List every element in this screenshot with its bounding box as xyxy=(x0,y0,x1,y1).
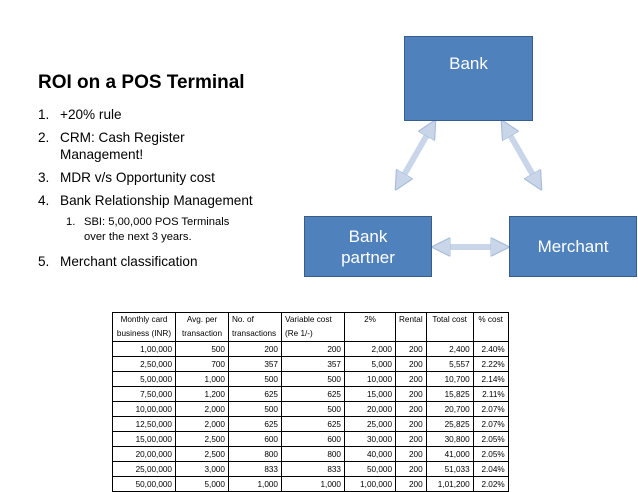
table-cell: 15,825 xyxy=(426,387,473,402)
bank-partner-node xyxy=(304,216,432,277)
table-row xyxy=(113,447,509,462)
table-cell: 625 xyxy=(282,417,345,432)
table-cell: 200 xyxy=(396,447,427,462)
table-cell: 357 xyxy=(229,357,282,372)
table-row xyxy=(113,342,509,357)
merchant-label: Merchant xyxy=(537,237,609,256)
table-cell: 625 xyxy=(229,387,282,402)
slide-title: ROI on a POS Terminal xyxy=(38,72,245,93)
table-row xyxy=(113,357,509,372)
table-cell: 15,00,000 xyxy=(113,432,176,447)
table-cell: 700 xyxy=(176,357,229,372)
table-cell: 200 xyxy=(396,432,427,447)
table-cell: 2.07% xyxy=(473,402,508,417)
table-cell: 30,800 xyxy=(426,432,473,447)
table-row xyxy=(113,432,509,447)
table-cell: 2.14% xyxy=(473,372,508,387)
table-cell: 41,000 xyxy=(426,447,473,462)
col-header-avg-transaction: Avg. per transaction xyxy=(176,313,229,342)
table-cell: 800 xyxy=(229,447,282,462)
table-cell: 500 xyxy=(229,372,282,387)
col-header-two-percent: 2% xyxy=(345,313,396,342)
table-cell: 15,000 xyxy=(345,387,396,402)
bank-partner-label-line2: partner xyxy=(341,247,395,267)
table-cell: 2.07% xyxy=(473,417,508,432)
table-cell: 200 xyxy=(396,357,427,372)
roi-table xyxy=(112,312,509,492)
table-cell: 2,500 xyxy=(176,432,229,447)
table-cell: 51,033 xyxy=(426,462,473,477)
table-row xyxy=(113,372,509,387)
list-text: Bank Relationship Management xyxy=(60,193,253,208)
table-cell: 1,00,000 xyxy=(113,342,176,357)
col-header-percent-cost: % cost xyxy=(473,313,508,342)
table-cell: 1,200 xyxy=(176,387,229,402)
table-cell: 625 xyxy=(229,417,282,432)
table-row xyxy=(113,387,509,402)
table-cell: 200 xyxy=(396,462,427,477)
table-row xyxy=(113,462,509,477)
table-row xyxy=(113,402,509,417)
table-cell: 200 xyxy=(282,342,345,357)
table-cell: 1,000 xyxy=(229,477,282,492)
list-number: 5. xyxy=(38,254,50,269)
table-cell: 200 xyxy=(396,417,427,432)
table-cell: 5,000 xyxy=(176,477,229,492)
list-number: 3. xyxy=(38,170,50,185)
table-cell: 200 xyxy=(229,342,282,357)
list-text: +20% rule xyxy=(60,107,122,122)
table-cell: 2,000 xyxy=(345,342,396,357)
table-cell: 500 xyxy=(282,402,345,417)
table-cell: 5,557 xyxy=(426,357,473,372)
table-body xyxy=(113,342,509,492)
table-cell: 2,50,000 xyxy=(113,357,176,372)
table-cell: 1,000 xyxy=(176,372,229,387)
table-cell: 2.11% xyxy=(473,387,508,402)
table-cell: 20,700 xyxy=(426,402,473,417)
table-cell: 200 xyxy=(396,402,427,417)
table-cell: 3,000 xyxy=(176,462,229,477)
table-cell: 50,00,000 xyxy=(113,477,176,492)
table-cell: 500 xyxy=(229,402,282,417)
table-cell: 500 xyxy=(176,342,229,357)
table-cell: 2,400 xyxy=(426,342,473,357)
table-cell: 2.04% xyxy=(473,462,508,477)
col-header-monthly-business: Monthly card business (INR) xyxy=(113,313,176,342)
table-cell: 833 xyxy=(282,462,345,477)
col-header-variable-cost: Variable cost (Re 1/-) xyxy=(282,313,345,342)
table-cell: 2.22% xyxy=(473,357,508,372)
table-cell: 25,00,000 xyxy=(113,462,176,477)
table-cell: 25,825 xyxy=(426,417,473,432)
table-cell: 1,00,000 xyxy=(345,477,396,492)
table-cell: 2.05% xyxy=(473,432,508,447)
table-cell: 1,000 xyxy=(282,477,345,492)
table-cell: 25,000 xyxy=(345,417,396,432)
list-number: 1. xyxy=(38,107,50,122)
table-cell: 2.05% xyxy=(473,447,508,462)
table-cell: 2,000 xyxy=(176,402,229,417)
list-text: MDR v/s Opportunity cost xyxy=(60,170,215,185)
table-cell: 10,000 xyxy=(345,372,396,387)
table-cell: 7,50,000 xyxy=(113,387,176,402)
table-cell: 10,700 xyxy=(426,372,473,387)
table-cell: 2,000 xyxy=(176,417,229,432)
table-cell: 200 xyxy=(396,372,427,387)
table-cell: 500 xyxy=(282,372,345,387)
table-cell: 12,50,000 xyxy=(113,417,176,432)
table-cell: 200 xyxy=(396,477,427,492)
arrow-bank-merchant xyxy=(506,128,537,182)
list-text: Merchant classification xyxy=(60,254,198,269)
col-header-rental: Rental xyxy=(396,313,427,342)
table-cell: 600 xyxy=(229,432,282,447)
table-cell: 2.02% xyxy=(473,477,508,492)
list-text: CRM: Cash Register Management! xyxy=(60,130,185,162)
table-cell: 5,00,000 xyxy=(113,372,176,387)
table-cell: 625 xyxy=(282,387,345,402)
table-cell: 20,000 xyxy=(345,402,396,417)
merchant-node xyxy=(509,216,637,277)
table-cell: 833 xyxy=(229,462,282,477)
table-cell: 30,000 xyxy=(345,432,396,447)
table-cell: 20,00,000 xyxy=(113,447,176,462)
table-cell: 1,01,200 xyxy=(426,477,473,492)
table-cell: 600 xyxy=(282,432,345,447)
table-cell: 10,00,000 xyxy=(113,402,176,417)
sub-list-text: SBI: 5,00,000 POS Terminals over the next 3 years. xyxy=(84,216,230,243)
list-number: 4. xyxy=(38,193,50,208)
list-number: 2. xyxy=(38,130,50,145)
table-cell: 800 xyxy=(282,447,345,462)
col-header-total-cost: Total cost xyxy=(426,313,473,342)
table-cell: 40,000 xyxy=(345,447,396,462)
bank-partner-label-line1: Bank xyxy=(348,226,388,246)
sub-list-number: 1. xyxy=(66,216,76,228)
bank-node xyxy=(404,36,533,121)
col-header-num-transactions: No. of transactions xyxy=(229,313,282,342)
table-cell: 50,000 xyxy=(345,462,396,477)
bank-label: Bank xyxy=(449,54,488,73)
table-header-row xyxy=(113,313,509,342)
arrow-bank-partner xyxy=(400,128,431,182)
table-row xyxy=(113,417,509,432)
table-cell: 200 xyxy=(396,387,427,402)
table-cell: 2,500 xyxy=(176,447,229,462)
table-cell: 2.40% xyxy=(473,342,508,357)
table-cell: 200 xyxy=(396,342,427,357)
table-cell: 5,000 xyxy=(345,357,396,372)
table-cell: 357 xyxy=(282,357,345,372)
